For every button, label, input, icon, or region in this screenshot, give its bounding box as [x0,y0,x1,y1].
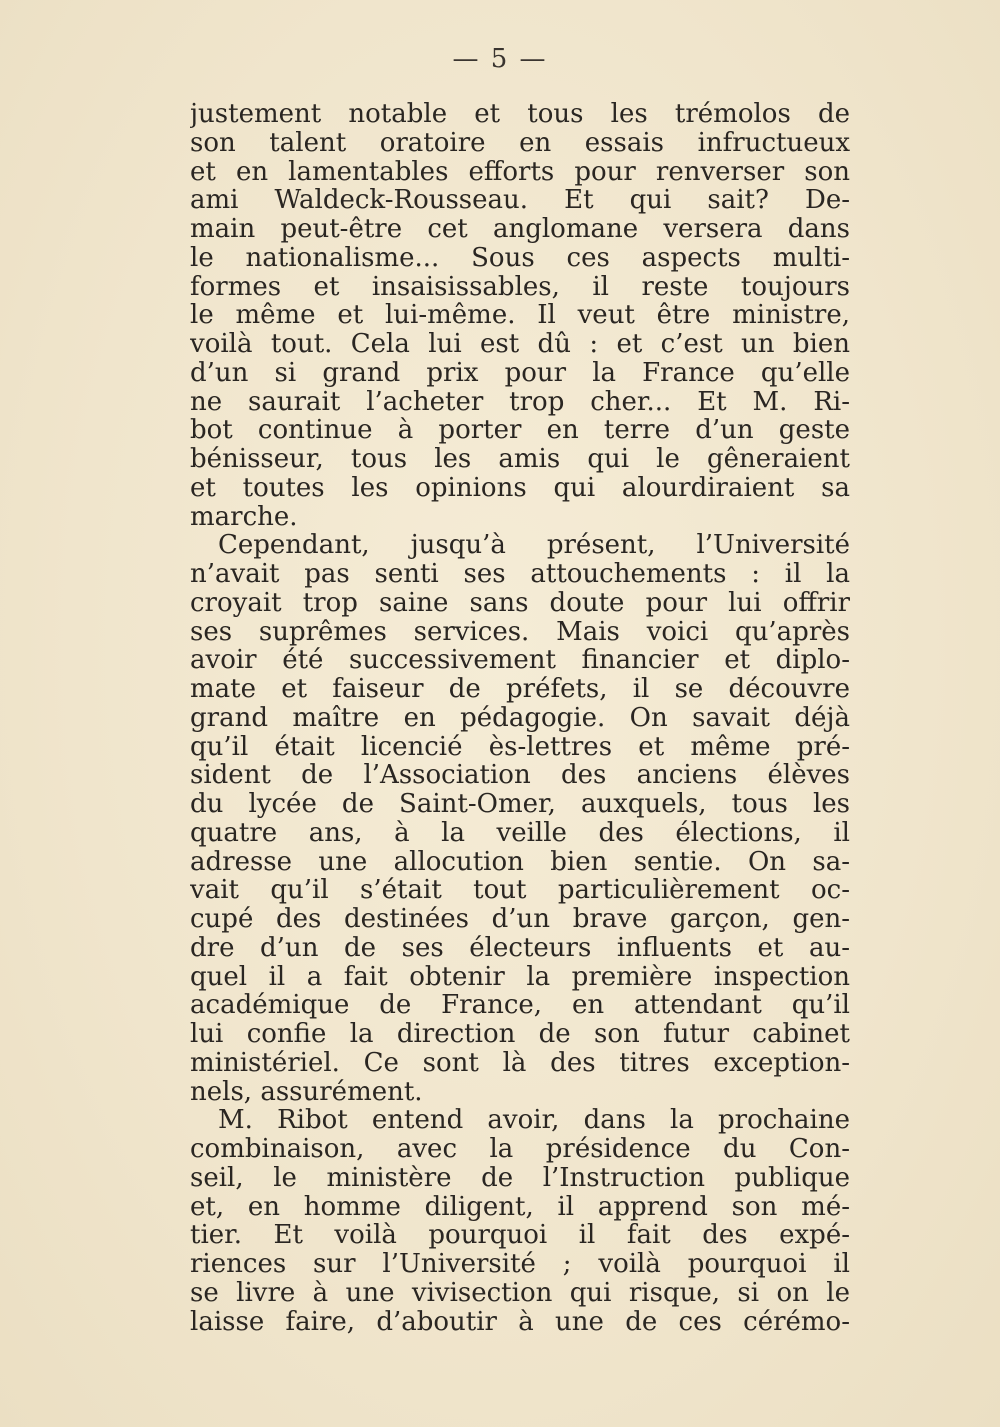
text-line: bénisseur, tous les amis qui le gêneraient [190,445,850,474]
text-line: adresse une allocution bien sentie. On sa- [190,847,850,877]
text-line: d’un si grand prix pour la France qu’elle [190,358,850,388]
text-line: vait qu’il s’était tout particulièrement oc- [190,876,850,905]
text-line: seil, le ministère de l’Instruction publique [190,1163,850,1193]
text-line: n’avait pas senti ses attouchements : il la [190,560,850,589]
text-line: et en lamentables efforts pour renverser son [190,157,850,187]
text-line: mate et faiseur de préfets, il se découvre [190,675,850,704]
text-line: lui confie la direction de son futur cabinet [190,1020,850,1049]
text-line: combinaison, avec la présidence du Con- [190,1135,850,1164]
text-line: cupé des destinées d’un brave garçon, gen- [190,905,850,934]
text-line: du lycée de Saint-Omer, auxquels, tous les [190,790,850,819]
text-line: M. Ribot entend avoir, dans la prochaine [218,1106,850,1135]
text-line: justement notable et tous les trémolos de [190,100,850,129]
text-line: et toutes les opinions qui alourdiraient sa [190,473,850,503]
text-line: riences sur l’Université ; voilà pourquoi il [190,1250,850,1279]
text-line: nels, assurément. [190,1077,423,1107]
text-line: et, en homme diligent, il apprend son mé- [190,1192,850,1222]
text-line: sident de l’Association des anciens élèves [190,761,850,790]
text-line: main peut-être cet anglomane versera dans [190,215,850,244]
text-line: marche. [190,502,298,532]
text-line: laisse faire, d’aboutir à une de ces cérémo- [190,1307,850,1337]
text-line: ses suprêmes services. Mais voici qu’après [190,617,850,647]
text-line: formes et insaisissables, il reste toujours [190,272,850,302]
text-line: quatre ans, à la veille des élections, il [190,818,850,848]
body-text [190,100,850,1336]
text-line: son talent oratoire en essais infructueux [190,128,850,158]
text-line: croyait trop saine sans doute pour lui offrir [190,588,850,618]
text-line: ami Waldeck-Rousseau. Et qui sait? De- [190,186,850,215]
text-line: dre d’un de ses électeurs influents et au- [190,933,850,963]
text-line: qu’il était licencié ès-lettres et même pré- [190,732,850,762]
text-line: le nationalisme... Sous ces aspects multi- [190,243,850,273]
text-line: le même et lui-même. Il veut être ministre, [190,301,850,330]
text-line: ministériel. Ce sont là des titres exception- [190,1048,850,1078]
text-line: Cependant, jusqu’à présent, l’Université [218,531,850,560]
text-line: ne saurait l’acheter trop cher... Et M. Ri- [190,387,850,417]
text-line: bot continue à porter en terre d’un geste [190,416,850,445]
text-line: académique de France, en attendant qu’il [190,991,850,1020]
text-line: se livre à une vivisection qui risque, si on le [190,1278,850,1308]
text-line: quel il a fait obtenir la première inspection [190,962,850,992]
text-line: voilà tout. Cela lui est dû : et c’est un bien [190,330,850,359]
page-number: — 5 — [452,44,548,74]
text-line: avoir été successivement financier et diplo- [190,646,850,675]
text-line: grand maître en pédagogie. On savait déjà [190,703,850,733]
text-line: tier. Et voilà pourquoi il fait des expé- [190,1221,850,1250]
